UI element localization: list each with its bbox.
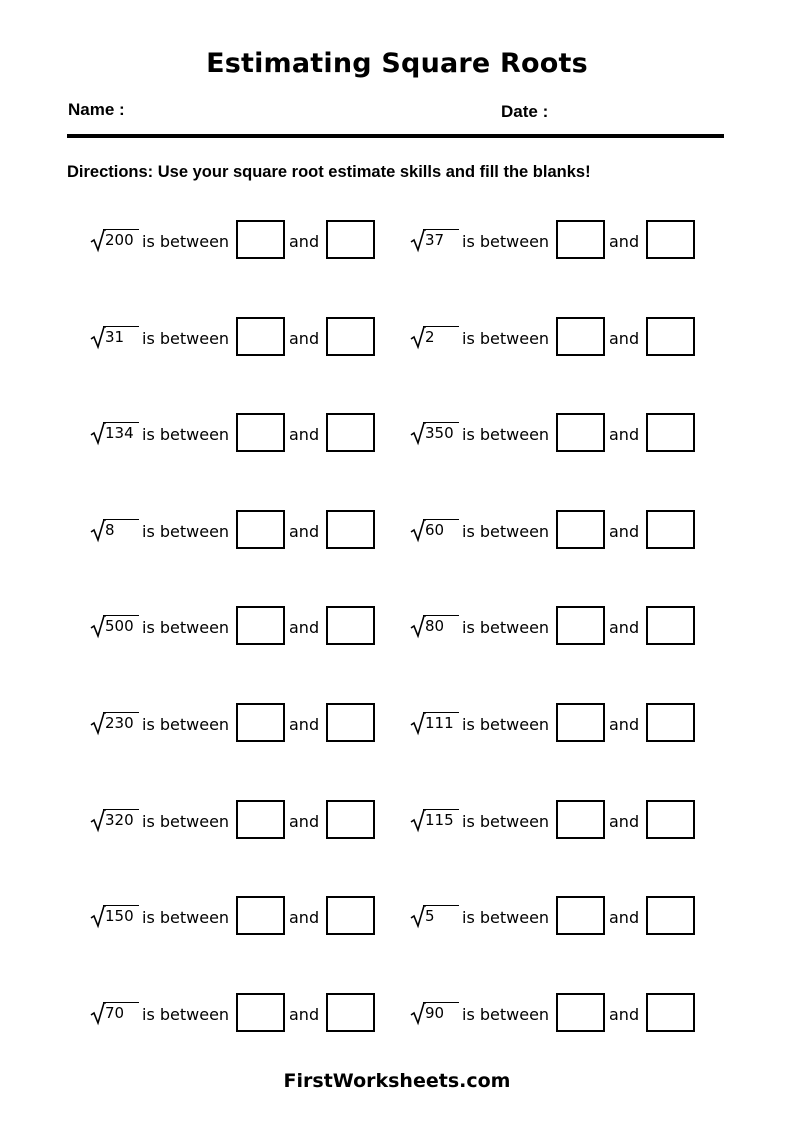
and-text: and bbox=[289, 618, 320, 637]
upper-bound-box[interactable] bbox=[646, 896, 695, 935]
problem-item bbox=[410, 606, 710, 646]
and-text: and bbox=[289, 522, 320, 541]
is-between-text: is between bbox=[462, 329, 550, 348]
problem-item bbox=[410, 993, 710, 1033]
and-text: and bbox=[609, 522, 640, 541]
and-text: and bbox=[289, 812, 320, 831]
lower-bound-box[interactable] bbox=[556, 703, 605, 742]
and-text: and bbox=[289, 232, 320, 251]
lower-bound-box[interactable] bbox=[556, 317, 605, 356]
lower-bound-box[interactable] bbox=[236, 510, 285, 549]
lower-bound-box[interactable] bbox=[236, 317, 285, 356]
radicand: 90 bbox=[423, 1002, 459, 1021]
is-between-text: is between bbox=[142, 1005, 230, 1024]
problem-item bbox=[410, 413, 710, 453]
radicand: 70 bbox=[103, 1002, 139, 1021]
upper-bound-box[interactable] bbox=[646, 220, 695, 259]
lower-bound-box[interactable] bbox=[236, 703, 285, 742]
upper-bound-box[interactable] bbox=[326, 993, 375, 1032]
and-text: and bbox=[609, 618, 640, 637]
problem-item bbox=[90, 510, 390, 550]
problem-item bbox=[410, 510, 710, 550]
upper-bound-box[interactable] bbox=[646, 510, 695, 549]
upper-bound-box[interactable] bbox=[646, 317, 695, 356]
is-between-text: is between bbox=[142, 425, 230, 444]
lower-bound-box[interactable] bbox=[236, 220, 285, 259]
is-between-text: is between bbox=[462, 908, 550, 927]
is-between-text: is between bbox=[142, 715, 230, 734]
problem-item bbox=[410, 703, 710, 743]
footer-brand: FirstWorksheets.com bbox=[283, 1070, 511, 1092]
problem-item bbox=[410, 317, 710, 357]
radicand: 5 bbox=[423, 905, 459, 924]
upper-bound-box[interactable] bbox=[326, 896, 375, 935]
and-text: and bbox=[609, 908, 640, 927]
problem-item bbox=[410, 220, 710, 260]
radicand: 230 bbox=[103, 712, 139, 731]
is-between-text: is between bbox=[462, 618, 550, 637]
upper-bound-box[interactable] bbox=[646, 606, 695, 645]
lower-bound-box[interactable] bbox=[556, 896, 605, 935]
radicand: 134 bbox=[103, 422, 139, 441]
radicand: 8 bbox=[103, 519, 139, 538]
radicand: 31 bbox=[103, 326, 139, 345]
lower-bound-box[interactable] bbox=[236, 993, 285, 1032]
header-divider bbox=[67, 134, 724, 138]
radicand: 111 bbox=[423, 712, 459, 731]
and-text: and bbox=[609, 329, 640, 348]
problem-item bbox=[90, 800, 390, 840]
and-text: and bbox=[609, 1005, 640, 1024]
upper-bound-box[interactable] bbox=[646, 800, 695, 839]
lower-bound-box[interactable] bbox=[236, 606, 285, 645]
upper-bound-box[interactable] bbox=[326, 510, 375, 549]
problem-item bbox=[410, 896, 710, 936]
radicand: 2 bbox=[423, 326, 459, 345]
problem-item bbox=[90, 993, 390, 1033]
is-between-text: is between bbox=[142, 812, 230, 831]
problem-item bbox=[410, 800, 710, 840]
and-text: and bbox=[289, 1005, 320, 1024]
is-between-text: is between bbox=[142, 618, 230, 637]
problem-item bbox=[90, 606, 390, 646]
lower-bound-box[interactable] bbox=[556, 510, 605, 549]
radicand: 80 bbox=[423, 615, 459, 634]
is-between-text: is between bbox=[462, 522, 550, 541]
radicand: 500 bbox=[103, 615, 139, 634]
lower-bound-box[interactable] bbox=[556, 993, 605, 1032]
name-label: Name : bbox=[68, 100, 125, 119]
radicand: 115 bbox=[423, 809, 459, 828]
radicand: 150 bbox=[103, 905, 139, 924]
upper-bound-box[interactable] bbox=[326, 606, 375, 645]
upper-bound-box[interactable] bbox=[646, 993, 695, 1032]
and-text: and bbox=[289, 425, 320, 444]
problem-item bbox=[90, 413, 390, 453]
directions: Directions: Use your square root estimate skills and fill the blanks! bbox=[67, 163, 591, 181]
and-text: and bbox=[609, 715, 640, 734]
radicand: 350 bbox=[423, 422, 459, 441]
lower-bound-box[interactable] bbox=[236, 896, 285, 935]
and-text: and bbox=[609, 425, 640, 444]
is-between-text: is between bbox=[462, 715, 550, 734]
problem-item bbox=[90, 896, 390, 936]
is-between-text: is between bbox=[142, 232, 230, 251]
radicand: 320 bbox=[103, 809, 139, 828]
problem-item bbox=[90, 317, 390, 357]
lower-bound-box[interactable] bbox=[236, 800, 285, 839]
is-between-text: is between bbox=[142, 522, 230, 541]
upper-bound-box[interactable] bbox=[646, 413, 695, 452]
lower-bound-box[interactable] bbox=[556, 800, 605, 839]
is-between-text: is between bbox=[462, 812, 550, 831]
and-text: and bbox=[289, 908, 320, 927]
radicand: 60 bbox=[423, 519, 459, 538]
is-between-text: is between bbox=[142, 908, 230, 927]
upper-bound-box[interactable] bbox=[326, 220, 375, 259]
and-text: and bbox=[609, 812, 640, 831]
is-between-text: is between bbox=[462, 425, 550, 444]
lower-bound-box[interactable] bbox=[556, 220, 605, 259]
lower-bound-box[interactable] bbox=[556, 413, 605, 452]
and-text: and bbox=[609, 232, 640, 251]
is-between-text: is between bbox=[462, 1005, 550, 1024]
radicand: 37 bbox=[423, 229, 459, 248]
lower-bound-box[interactable] bbox=[236, 413, 285, 452]
radicand: 200 bbox=[103, 229, 139, 248]
lower-bound-box[interactable] bbox=[556, 606, 605, 645]
date-label: Date : bbox=[501, 102, 549, 121]
problem-item bbox=[90, 220, 390, 260]
is-between-text: is between bbox=[142, 329, 230, 348]
is-between-text: is between bbox=[462, 232, 550, 251]
upper-bound-box[interactable] bbox=[646, 703, 695, 742]
upper-bound-box[interactable] bbox=[326, 703, 375, 742]
upper-bound-box[interactable] bbox=[326, 800, 375, 839]
worksheet-title: Estimating Square Roots bbox=[206, 48, 588, 79]
upper-bound-box[interactable] bbox=[326, 413, 375, 452]
and-text: and bbox=[289, 329, 320, 348]
upper-bound-box[interactable] bbox=[326, 317, 375, 356]
and-text: and bbox=[289, 715, 320, 734]
problem-item bbox=[90, 703, 390, 743]
